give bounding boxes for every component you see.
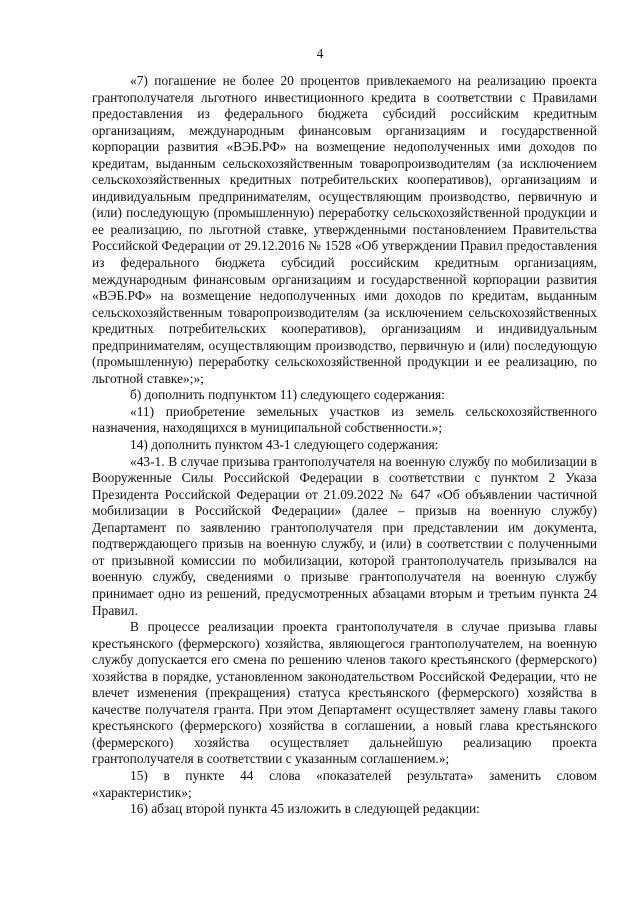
paragraph-add-item-43-1: 14) дополнить пунктом 43-1 следующего содержания:: [130, 437, 439, 453]
paragraph-item-43-1-text: «43-1. В случае призыва грантополучателя на военную службу по мобилизации в Вооруженные Силы Российской Федерации в соответствии с пунктом 2 Указа Президента Российской Федерации от 21.09.2022 № 647 «Об объявлении частичной мобилизации в Российской Федерации» (далее – призыв на военную службу) Департамент по заявлению грантополучателя при представлении им документа, подтверждающего призыв на военную службу, и (или) в соответствии с полученными от призывной комиссии по мобилизации, которой грантополучатель призывался на военную службу, сведениями о призыве грантополучателя на военную службу принимает одно из решений, предусмотренных абзацами вторым и третьим пункта 24 Правил.: [92, 453, 597, 618]
paragraph-subitem-7: «7) погашение не более 20 процентов привлекаемого на реализацию проекта грантополучателя льготного инвестиционного кредита в соответствии с Правилами предоставления из федерального бюджета субсидий российским кредитным организациям, международным финансовым организациям и государственной корпорации развития «ВЭБ.РФ» на возмещение недополученных ими доходов по кредитам, выданным сельскохозяйственным товаропроизводителям (за исключением сельскохозяйственных кредитных потребительских кооперативов), организациям и индивидуальным предпринимателям, осуществляющим производство, первичную и (или) последующую (промышленную) переработку сельскохозяйственной продукции и ее реализацию, по льготной ставке, утвержденными постановлением Правительства Российской Федерации от 29.12.2016 № 1528 «Об утверждении Правил предоставления из федерального бюджета субсидий российским кредитным организациям, международным финансовым организациям и государственной корпорации развития «ВЭБ.РФ» на возмещение недополученных ими доходов по кредитам, выданным сельскохозяйственным товаропроизводителям (за исключением сельскохозяйственных кредитных потребительских кооперативов), организациям и индивидуальным предпринимателям, осуществляющим производство, первичную и (или) последующую (промышленную) переработку сельскохозяйственной продукции и ее реализацию, по льготной ставке»;»;: [92, 73, 597, 386]
paragraph-subitem-11-text: «11) приобретение земельных участков из земель сельскохозяйственного назначения, находящихся в муниципальной собственности.»;: [92, 403, 597, 436]
paragraph-add-subitem-11: б) дополнить подпунктом 11) следующего содержания:: [130, 387, 445, 403]
paragraph-item-15: 15) в пункте 44 слова «показателей результата» заменить словом «характеристик»;: [92, 767, 597, 800]
document-body: [92, 73, 597, 818]
page-number: 4: [316, 46, 324, 61]
paragraph-item-16: 16) абзац второй пункта 45 изложить в следующей редакции:: [130, 801, 480, 817]
paragraph-head-replacement: В процессе реализации проекта грантополучателя в случае призыва главы крестьянского (фермерского) хозяйства, являющегося грантополучателем, на военную службу допускается его смена по решению членов такого крестьянского (фермерского) хозяйства в порядке, установленном законодательством Российской Федерации, что не влечет изменения (прекращения) статуса крестьянского (фермерского) хозяйства в качестве получателя гранта. При этом Департамент осуществляет замену главы такого крестьянского (фермерского) хозяйства в соглашении, а новый глава крестьянского (фермерского) хозяйства осуществляет дальнейшую реализацию проекта грантополучателя в соответствии с указанным соглашением.»;: [92, 619, 597, 767]
